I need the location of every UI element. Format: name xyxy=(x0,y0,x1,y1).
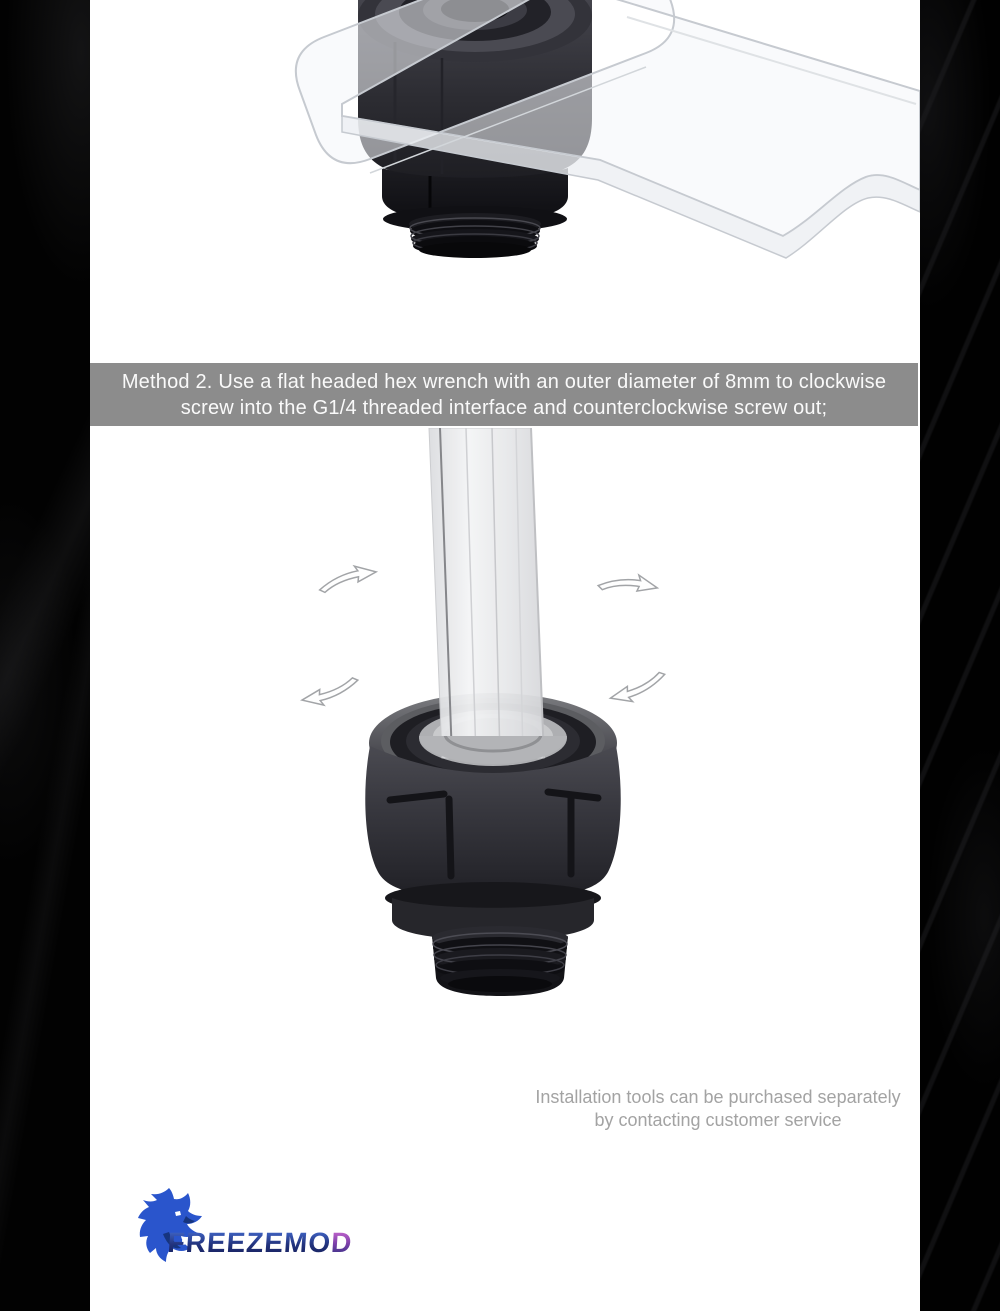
fitting-through-panel-illustration xyxy=(90,0,920,360)
rotate-arrow-icon xyxy=(607,671,669,706)
installation-note xyxy=(530,1086,906,1131)
left-dark-margin xyxy=(0,0,90,1311)
right-dark-margin xyxy=(920,0,1000,1311)
note-line-2: by contacting customer service xyxy=(594,1109,842,1130)
rotate-arrow-icon xyxy=(318,564,378,593)
hex-wrench-insertion-illustration xyxy=(90,428,920,1040)
rotate-arrow-icon xyxy=(300,677,361,708)
hex-wrench-tube-graphic xyxy=(429,428,544,758)
brand-wordmark xyxy=(167,1224,382,1264)
note-line-1: Installation tools can be purchased separately xyxy=(535,1087,901,1107)
svg-text:FREEZEMOD xyxy=(167,1227,353,1258)
instruction-line-2: screw into the G1/4 threaded interface and counterclockwise screw out; xyxy=(180,397,828,419)
fitting-body-graphic xyxy=(365,746,620,996)
instruction-banner xyxy=(90,363,918,426)
instruction-line-1: Method 2. Use a flat headed hex wrench with an outer diameter of 8mm to clockwise xyxy=(121,371,887,393)
brand-logo xyxy=(133,1184,383,1274)
rotate-arrow-icon xyxy=(597,566,659,602)
brand-name-accent: D xyxy=(330,1227,354,1258)
brand-name-main: FREEZEMO xyxy=(167,1227,333,1258)
